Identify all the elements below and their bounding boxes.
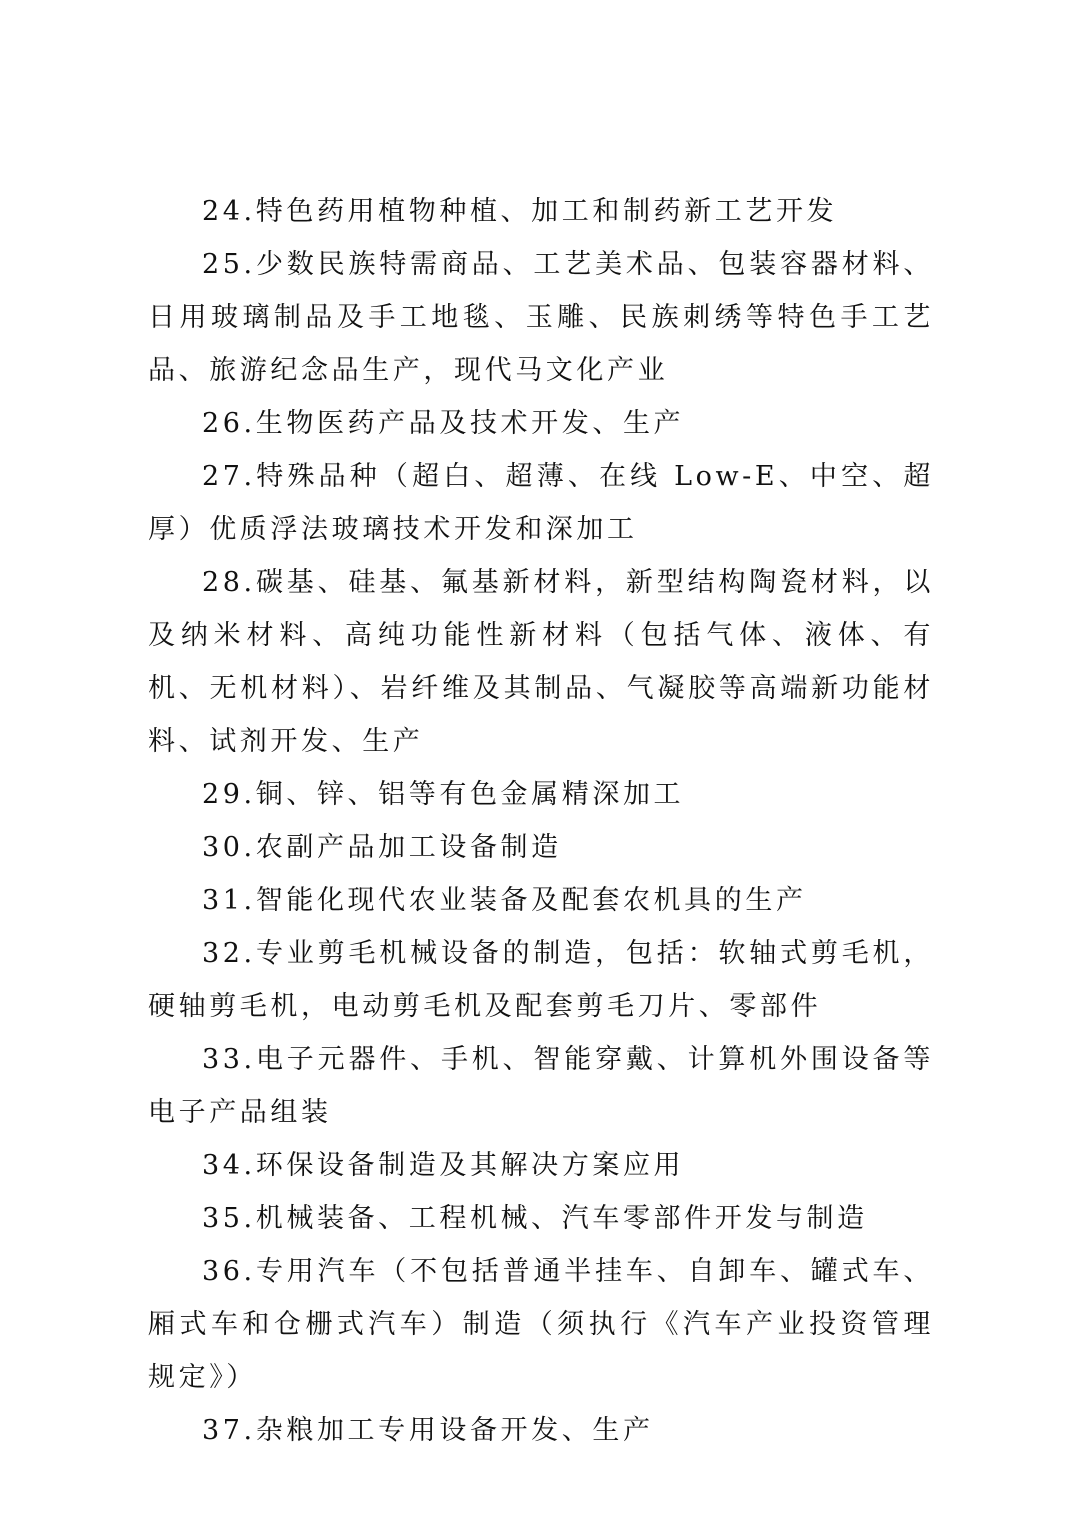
list-item-29: 29.铜、锌、铝等有色金属精深加工 xyxy=(202,779,685,810)
list-item-36: 36.专用汽车（不包括普通半挂车、自卸车、罐式车、厢式车和仓栅式汽车）制造（须执行《汽车产业投资管理规定》） xyxy=(148,1256,934,1393)
list-item-25: 25.少数民族特需商品、工艺美术品、包装容器材料、日用玻璃制品及手工地毯、玉雕、民族刺绣等特色手工艺品、旅游纪念品生产，现代马文化产业 xyxy=(148,249,934,386)
list-item-33: 33.电子元器件、手机、智能穿戴、计算机外围设备等电子产品组装 xyxy=(148,1044,934,1128)
list-item-31: 31.智能化现代农业装备及配套农机具的生产 xyxy=(202,885,807,916)
list-item-37: 37.杂粮加工专用设备开发、生产 xyxy=(202,1415,654,1446)
document-body xyxy=(148,185,934,1457)
list-item-30: 30.农副产品加工设备制造 xyxy=(202,832,562,863)
list-item-28: 28.碳基、硅基、氟基新材料，新型结构陶瓷材料，以及纳米材料、高纯功能性新材料（包括气体、液体、有机、无机材料）、岩纤维及其制品、气凝胶等高端新功能材料、试剂开发、生产 xyxy=(148,567,934,757)
list-item-26: 26.生物医药产品及技术开发、生产 xyxy=(202,408,685,439)
list-item-24: 24.特色药用植物种植、加工和制药新工艺开发 xyxy=(202,196,838,227)
list-item-27: 27.特殊品种（超白、超薄、在线 Low-E、中空、超厚）优质浮法玻璃技术开发和深加工 xyxy=(148,461,934,545)
list-item-35: 35.机械装备、工程机械、汽车零部件开发与制造 xyxy=(202,1203,868,1234)
list-item-34: 34.环保设备制造及其解决方案应用 xyxy=(202,1150,685,1181)
list-item-32: 32.专业剪毛机械设备的制造，包括：软轴式剪毛机，硬轴剪毛机，电动剪毛机及配套剪毛刀片、零部件 xyxy=(148,938,934,1022)
